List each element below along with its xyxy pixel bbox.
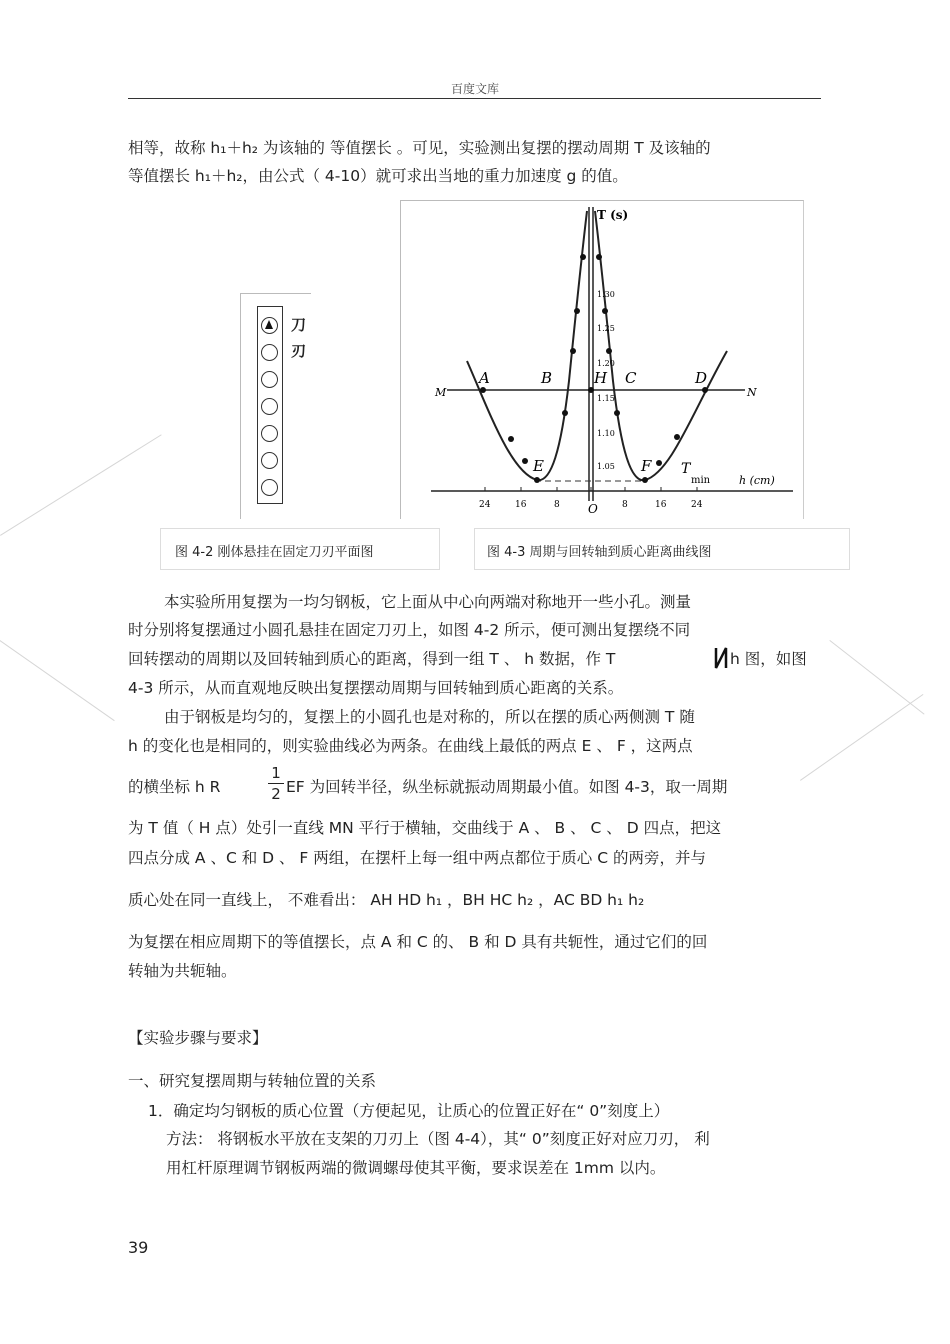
label-e: E [533,457,544,475]
background-stroke [800,694,923,781]
p1-line-1: 本实验所用复摆为一均匀钢板，它上面从中心向两端对称地开一些小孔。测量 [164,593,692,611]
caption-box-4-3 [474,528,850,570]
hanging-hole [261,344,278,361]
label-m: M [435,386,447,399]
hanging-hole-active [261,317,278,334]
label-f: F [641,457,652,475]
background-stroke [0,640,115,721]
data-point [588,387,594,393]
fraction-half [268,764,284,803]
label-tmin-sub: min [691,475,711,486]
x-tick-label: 24 [691,500,703,510]
step-1-line-3: 用杠杆原理调节钢板两端的微调螺母使其平衡，要求误差在 1mm 以内。 [166,1159,666,1177]
data-point [522,458,528,464]
p2-line-3a: 的横坐标 h R [128,778,221,796]
data-point [508,436,514,442]
p2-line-1: 由于钢板是均匀的，复摆上的小圆孔也是对称的，所以在摆的质心两侧测 T 随 [164,708,695,726]
y-tick-label: 1.05 [597,462,615,471]
p1-line-2: 时分别将复摆通过小圆孔悬挂在固定刀刃上，如图 4-2 所示，便可测出复摆绕不同 [128,621,691,639]
figure-4-2 [240,293,311,519]
hanging-hole [261,452,278,469]
label-a: A [479,369,490,387]
x-tick-label: 8 [622,500,628,510]
left-curve [467,211,587,480]
y-tick-label: 1.15 [597,394,615,403]
caption-4-3: 图 4-3 周期与回转轴到质心距离曲线图 [487,545,712,560]
data-point [580,254,586,260]
fraction-denominator: 2 [271,785,281,803]
knife-label-top: 刀 [291,316,307,334]
intro-line-2: 等值摆长 h₁＋h₂，由公式（ 4-10）就可求出当地的重力加速度 g 的值。 [128,167,628,185]
intro-line-1: 相等，故称 h₁＋h₂ 为该轴的 等值摆长 。可见，实验测出复摆的摆动周期 T 及该轴的 [128,139,711,157]
data-point [642,477,648,483]
data-point [562,410,568,416]
section-sub-1: 一、研究复摆周期与转轴位置的关系 [128,1072,377,1090]
p2-line-7: 为复摆在相应周期下的等值摆长，点 A 和 C 的、 B 和 D 具有共轭性，通过它们的回 [128,933,708,951]
data-point [534,477,540,483]
fraction-numerator: 1 [271,764,281,782]
data-point [606,348,612,354]
data-point [602,308,608,314]
proportional-symbol [714,644,728,672]
x-tick-label: 16 [655,500,667,510]
knife-edge-icon [265,320,273,329]
fraction-bar [268,783,284,784]
p1-line-3: 回转摆动的周期以及回转轴到质心的距离，得到一组 T 、 h 数据，作 T [128,650,616,668]
background-stroke [829,640,924,715]
page-header: 百度文库 [450,82,499,96]
data-point [574,308,580,314]
caption-4-2: 图 4-2 刚体悬挂在固定刀刃平面图 [175,545,374,560]
label-h: H [594,369,608,387]
right-curve [595,211,727,480]
label-d: D [695,369,708,387]
p2-line-3b: EF 为回转半径，纵坐标就振动周期最小值。如图 4-3，取一周期 [286,778,728,796]
label-n: N [747,386,757,399]
data-point [702,387,708,393]
p2-line-8: 转轴为共轭轴。 [128,962,237,980]
x-tick-label: 8 [554,500,560,510]
x-axis-label: h (cm) [739,474,775,487]
label-c: C [625,369,637,387]
data-point [656,460,662,466]
p2-line-6: 质心处在同一直线上， 不难看出： AH HD h₁ ，BH HC h₂ ，AC BD h₁ h₂ [128,891,645,909]
label-b: B [541,369,553,387]
p1-line-4: 4-3 所示，从而直观地反映出复摆摆动周期与回转轴到质心距离的关系。 [128,679,624,697]
y-tick-label: 1.30 [597,290,615,299]
period-curve-graph [401,201,803,519]
data-point [614,410,620,416]
page-number: 39 [128,1238,149,1257]
step-1: 1．确定均匀钢板的质心位置（方便起见，让质心的位置正好在“ 0”刻度上） [148,1102,670,1120]
data-point [596,254,602,260]
p2-line-4: 为 T 值（ H 点）处引一直线 MN 平行于横轴，交曲线于 A 、 B 、 C 、 D 四点，把这 [128,819,722,837]
p1-line-3b: h 图，如图 [730,650,807,668]
y-axis-label: T (s) [597,208,629,222]
data-point [674,434,680,440]
hanging-hole [261,371,278,388]
header-rule [128,98,821,99]
hanging-hole [261,425,278,442]
y-tick-label: 1.20 [597,359,615,368]
x-tick-label: 16 [515,500,527,510]
figure-4-3 [400,200,804,519]
background-stroke [0,434,162,536]
x-tick-label: O [588,502,598,516]
y-tick-label: 1.10 [597,429,615,438]
section-title: 【实验步骤与要求】 [128,1029,268,1047]
hanging-hole [261,479,278,496]
step-1-line-2: 方法： 将钢板水平放在支架的刀刃上（图 4-4），其“ 0”刻度正好对应刀刃， 利 [166,1130,710,1148]
p2-line-2: h 的变化也是相同的，则实验曲线必为两条。在曲线上最低的两点 E 、 F ，这两点 [128,737,693,755]
label-tmin: T [681,461,691,477]
data-point [570,348,576,354]
x-tick-label: 24 [479,500,491,510]
y-tick-label: 1.25 [597,324,615,333]
data-point [480,387,486,393]
caption-box-4-2 [160,528,440,570]
hanging-hole [261,398,278,415]
p2-line-5: 四点分成 A 、C 和 D 、 F 两组，在摆杆上每一组中两点都位于质心 C 的两旁，并与 [128,849,706,867]
steel-plate [257,306,283,504]
knife-label-bottom: 刃 [291,342,307,360]
